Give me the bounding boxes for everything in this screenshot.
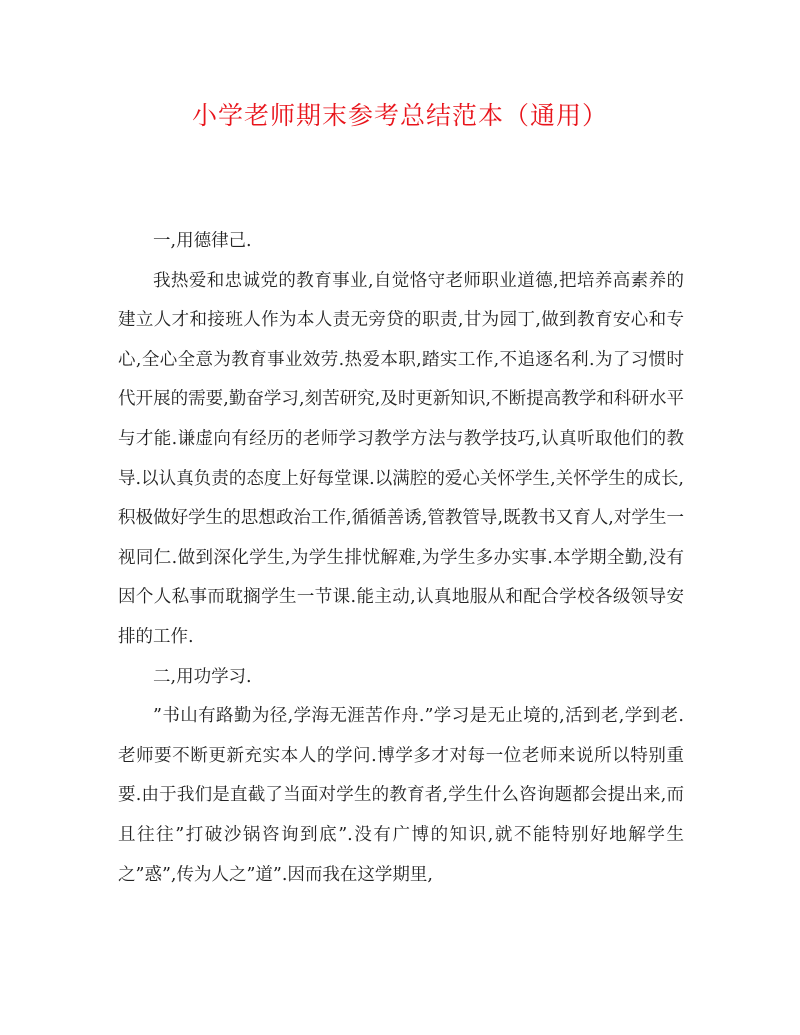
section-heading-2: 二,用功学习. xyxy=(153,666,252,687)
document-body xyxy=(118,222,684,895)
document-title: 小学老师期末参考总结范本（通用） xyxy=(191,101,608,130)
paragraph-2: ”书山有路勤为径,学海无涯苦作舟.”学习是无止境的,活到老,学到老.老师要不断更新充实本人的学问.博学多才对每一位老师来说所以特别重要.由于我们是直截了当面对学生的教育者,学生什么咨询题都会提出来,而且往往”打破沙锅咨询到底”.没有广博的知识,就不能特别好地解学生之”惑”,传为人之”道”.因而我在这学期里, xyxy=(118,706,684,885)
section-heading-1: 一,用德律己. xyxy=(153,231,252,251)
paragraph-1: 我热爱和忠诚党的教育事业,自觉恪守老师职业道德,把培养高素养的建立人才和接班人作为本人责无旁贷的职责,甘为园丁,做到教育安心和专心,全心全意为教育事业效劳.热爱本职,踏实工作,不追逐名利.为了习惯时代开展的需要,勤奋学习,刻苦研究,及时更新知识,不断提高教学和科研水平与才能.谦虚向有经历的老师学习教学方法与教学技巧,认真听取他们的教导.以认真负责的态度上好每堂课.以满腔的爱心关怀学生,关怀学生的成长,积极做好学生的思想政治工作,循循善诱,管教管导,既教书又育人,对学生一视同仁.做到深化学生,为学生排忧解难,为学生多办实事.本学期全勤,没有因个人私事而耽搁学生一节课.能主动,认真地服从和配合学校各级领导安排的工作. xyxy=(118,270,684,647)
